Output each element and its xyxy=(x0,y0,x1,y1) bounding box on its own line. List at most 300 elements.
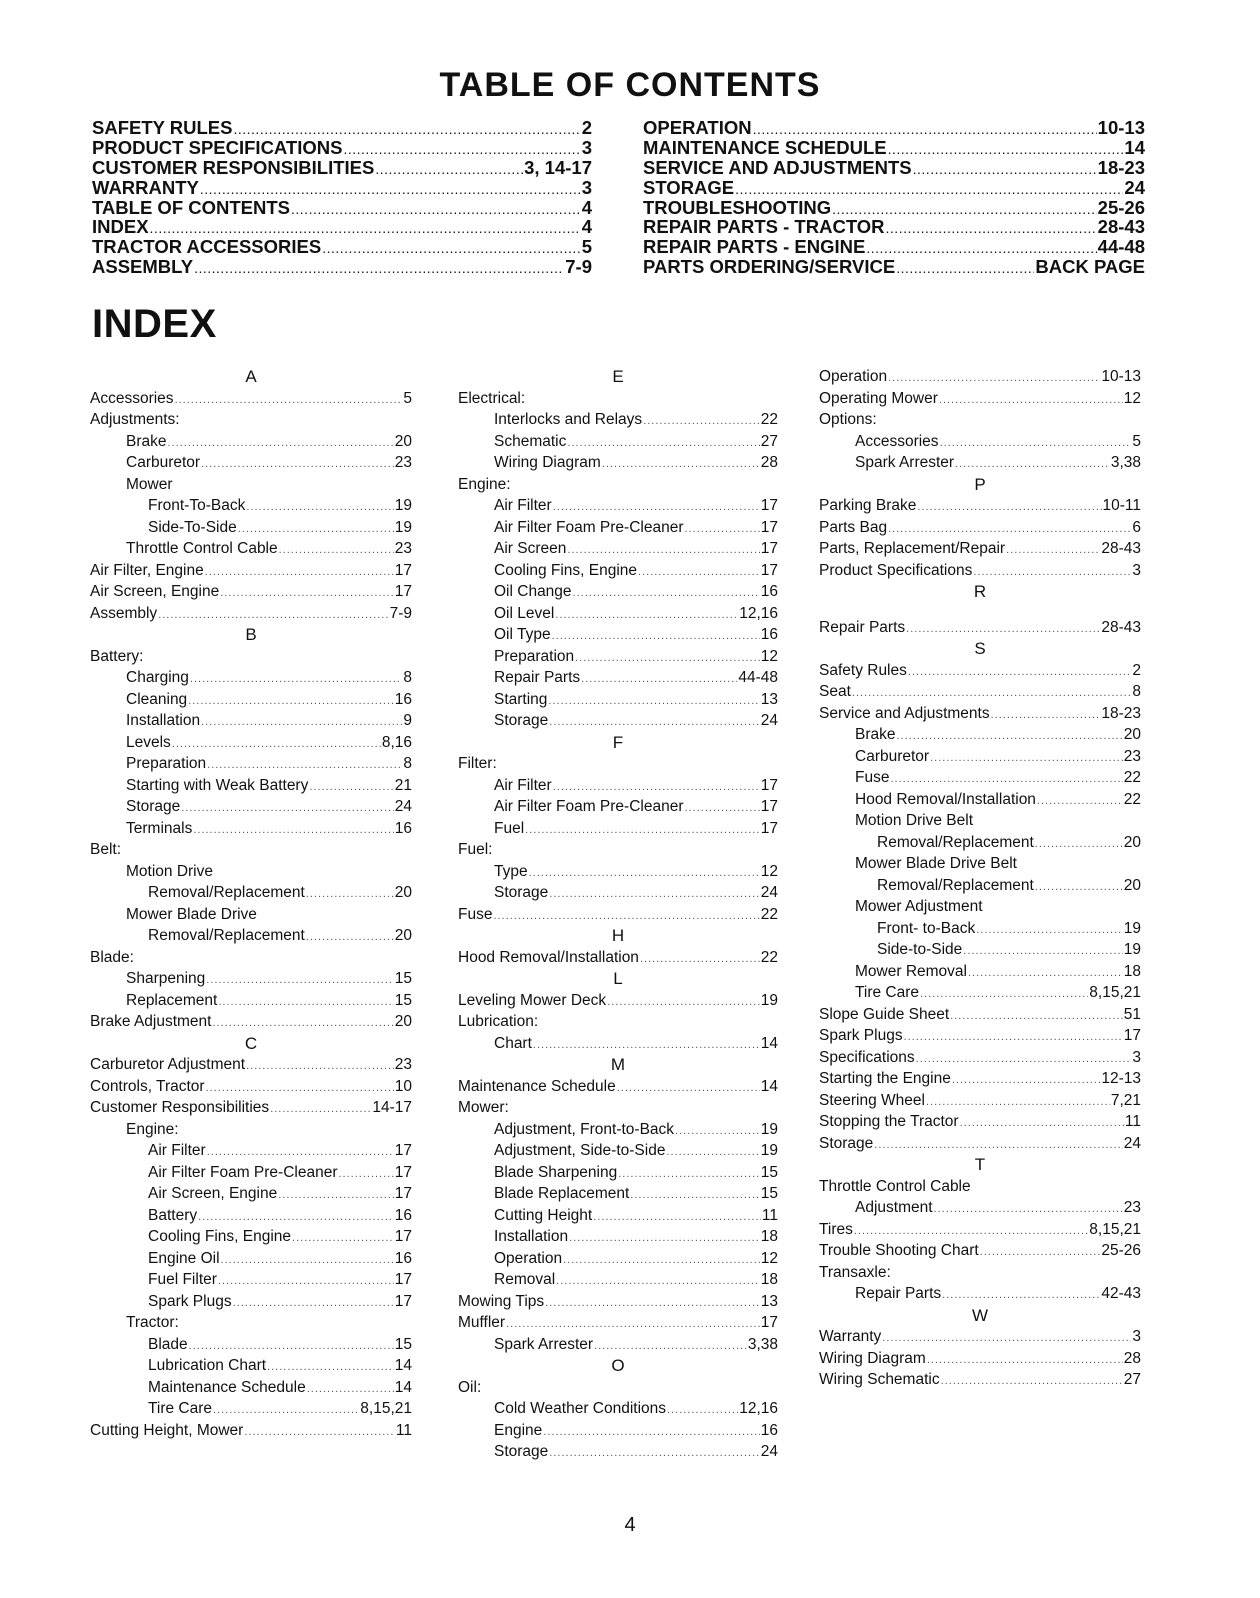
index-entry-page: 9 xyxy=(403,712,412,729)
index-entry-label: Electrical: xyxy=(458,389,526,407)
index-entry-label: Carburetor xyxy=(126,454,201,471)
index-entry-label: Cooling Fins, Engine xyxy=(148,1228,292,1245)
index-entry xyxy=(90,1398,412,1420)
dot-leader xyxy=(563,1250,760,1272)
index-entry-page: 17 xyxy=(394,561,412,579)
dot-leader xyxy=(934,1199,1123,1221)
index-entry xyxy=(819,918,1141,940)
index-entry-label: Battery: xyxy=(90,647,144,665)
index-entry-page: 17 xyxy=(394,1271,412,1288)
toc-entry-page: 4 xyxy=(581,216,592,238)
index-entry xyxy=(90,1377,412,1399)
toc-entry xyxy=(643,217,1145,237)
toc-entry-label: REPAIR PARTS - TRACTOR xyxy=(643,216,885,238)
index-entry-page: 17 xyxy=(394,1185,412,1202)
index-subheading xyxy=(90,839,412,861)
index-section-letter: E xyxy=(612,367,624,386)
index-entry xyxy=(819,1219,1141,1241)
toc-entry-page: 14 xyxy=(1124,136,1145,158)
toc-entry-page: 3, 14-17 xyxy=(524,156,592,178)
index-entry xyxy=(90,1162,412,1184)
index-subheading xyxy=(90,1312,412,1334)
dot-leader xyxy=(279,540,394,562)
index-entry xyxy=(819,452,1141,474)
toc-entry-label: STORAGE xyxy=(643,176,735,198)
index-entry xyxy=(819,746,1141,768)
index-entry xyxy=(819,1348,1141,1370)
dot-leader xyxy=(201,454,394,476)
dot-leader xyxy=(198,1207,394,1229)
dot-leader xyxy=(913,160,1097,180)
index-entry-label: Storage xyxy=(819,1134,874,1152)
index-entry-label: Removal/Replacement xyxy=(148,927,305,944)
index-column-1 xyxy=(90,366,412,1441)
toc-entry xyxy=(643,178,1145,198)
index-entry xyxy=(819,961,1141,983)
index-entry-label: Oil Type xyxy=(494,626,551,643)
index-entry-label: Starting xyxy=(494,690,548,708)
dot-leader xyxy=(685,519,760,541)
index-entry xyxy=(90,560,412,582)
dot-leader xyxy=(1006,540,1100,562)
index-entry-page: 12 xyxy=(760,647,778,665)
index-entry-label: Blade: xyxy=(90,948,134,966)
index-entry xyxy=(819,832,1141,854)
index-subheading xyxy=(458,1011,778,1033)
toc-entry-page: 2 xyxy=(581,117,592,138)
index-entry-label: Storage xyxy=(126,798,181,815)
dot-leader xyxy=(201,712,402,734)
toc-entry-page: 18-23 xyxy=(1097,156,1145,178)
index-entry-label: Air Filter Foam Pre-Cleaner xyxy=(494,518,684,536)
index-entry-page: 3 xyxy=(1132,1328,1141,1345)
dot-leader xyxy=(666,1142,759,1164)
dot-leader xyxy=(207,1142,394,1164)
index-entry-page: 19 xyxy=(1123,919,1141,937)
index-entry xyxy=(819,982,1141,1004)
index-entry-label: Storage xyxy=(494,712,549,729)
index-entry-label: Operation xyxy=(494,1249,563,1267)
index-entry xyxy=(90,1291,412,1313)
toc-entry-page: 10-13 xyxy=(1097,117,1145,138)
toc-entry-label: PARTS ORDERING/SERVICE xyxy=(643,256,896,278)
index-entry-page: 27 xyxy=(760,432,778,450)
index-entry-label: Trouble Shooting Chart xyxy=(819,1242,979,1259)
index-column-2 xyxy=(458,366,778,1463)
index-entry-label: Parts Bag xyxy=(819,518,888,536)
toc-right-column xyxy=(643,118,1145,277)
index-entry xyxy=(90,667,412,689)
index-entry-label: Lubrication Chart xyxy=(148,1357,267,1374)
index-entry-label: Muffler xyxy=(458,1314,506,1331)
dot-leader xyxy=(888,140,1124,160)
index-entry-label: Accessories xyxy=(90,389,174,407)
index-entry-label: Tractor: xyxy=(126,1314,179,1331)
index-entry xyxy=(819,1004,1141,1026)
index-entry-page: 24 xyxy=(394,798,412,815)
toc-entry-label: INDEX xyxy=(92,216,149,238)
index-entry xyxy=(819,560,1141,582)
index-entry-label: Air Filter Foam Pre-Cleaner xyxy=(494,798,684,815)
dot-leader xyxy=(244,1422,395,1444)
index-subheading xyxy=(819,896,1141,918)
index-subheading xyxy=(90,861,412,883)
index-entry xyxy=(90,1054,412,1076)
dot-leader xyxy=(886,219,1097,239)
index-entry-label: Removal/Replacement xyxy=(877,876,1034,894)
index-entry xyxy=(819,1369,1141,1391)
dot-leader xyxy=(555,605,738,627)
index-entry-page: 16 xyxy=(760,583,778,600)
toc-entry-page: 4 xyxy=(581,196,592,218)
toc-entry-page: 3 xyxy=(581,136,592,158)
index-entry xyxy=(458,646,778,668)
dot-leader xyxy=(307,1379,394,1401)
index-entry xyxy=(458,1183,778,1205)
index-entry-label: Blade xyxy=(148,1335,188,1353)
dot-leader xyxy=(233,1293,394,1315)
index-entry-label: Maintenance Schedule xyxy=(458,1077,616,1095)
dot-leader xyxy=(306,884,394,906)
index-entry-label: Throttle Control Cable xyxy=(819,1177,971,1195)
index-entry-label: Starting with Weak Battery xyxy=(126,776,309,794)
index-entry-label: Removal/Replacement xyxy=(148,884,305,901)
index-entry xyxy=(458,560,778,582)
toc-left-column xyxy=(92,118,592,277)
index-section-letter: B xyxy=(245,625,257,644)
index-entry-page: 27 xyxy=(1123,1371,1141,1388)
index-entry xyxy=(819,1068,1141,1090)
index-entry xyxy=(458,1441,778,1463)
index-entry-page: 7,21 xyxy=(1110,1091,1141,1109)
index-entry-page: 14 xyxy=(394,1378,412,1396)
index-entry-page: 25-26 xyxy=(1101,1242,1141,1259)
toc-entry-label: PRODUCT SPECIFICATIONS xyxy=(92,136,343,158)
dot-leader xyxy=(205,562,394,584)
index-entry-label: Storage xyxy=(494,1443,549,1460)
dot-leader xyxy=(897,726,1123,748)
dot-leader xyxy=(942,1285,1100,1307)
index-entry-label: Air Filter xyxy=(148,1142,206,1159)
dot-leader xyxy=(506,1314,760,1336)
index-entry-label: Spark Arrester xyxy=(855,454,955,471)
index-entry-label: Preparation xyxy=(494,647,575,665)
index-subheading xyxy=(90,646,412,668)
toc-entry-label: TROUBLESHOOTING xyxy=(643,196,832,218)
index-entry-label: Parts, Replacement/Repair xyxy=(819,540,1006,557)
dot-leader xyxy=(573,583,760,605)
index-entry xyxy=(458,1312,778,1334)
index-entry-label: Cutting Height, Mower xyxy=(90,1421,244,1439)
toc-entry-label: WARRANTY xyxy=(92,176,199,198)
index-entry xyxy=(90,775,412,797)
index-entry xyxy=(458,581,778,603)
dot-leader xyxy=(852,683,1131,705)
index-entry-page: 19 xyxy=(394,497,412,514)
index-entry-label: Engine Oil xyxy=(148,1249,220,1267)
index-entry-label: Adjustment xyxy=(855,1199,933,1216)
dot-leader xyxy=(188,691,394,713)
index-section-letter: C xyxy=(244,1033,258,1053)
index-entry-page: 20 xyxy=(1123,876,1141,894)
index-entry-label: Controls, Tractor xyxy=(90,1077,205,1095)
index-entry xyxy=(458,1076,778,1098)
index-entry xyxy=(819,724,1141,746)
index-entry-label: Type xyxy=(494,862,528,880)
index-entry-page: 17 xyxy=(394,1163,412,1181)
toc-entry xyxy=(643,118,1145,138)
index-entry-label: Removal/Replacement xyxy=(877,833,1034,851)
dot-leader xyxy=(581,669,737,691)
index-entry-page: 18 xyxy=(760,1271,778,1288)
index-entry-page: 28 xyxy=(760,454,778,471)
dot-leader xyxy=(212,1013,393,1035)
index-entry xyxy=(90,517,412,539)
index-entry-label: Product Specifications xyxy=(819,561,973,579)
index-subheading xyxy=(819,853,1141,875)
page-number: 4 xyxy=(624,1514,636,1536)
toc-entry-label: ASSEMBLY xyxy=(92,256,194,278)
index-entry-page: 15 xyxy=(394,1335,412,1353)
dot-leader xyxy=(270,1099,371,1121)
dot-leader xyxy=(206,970,393,992)
index-entry-page: 24 xyxy=(760,884,778,901)
index-entry-page: 17 xyxy=(394,1228,412,1245)
toc-entry xyxy=(92,138,592,158)
index-entry-label: Cold Weather Conditions xyxy=(494,1400,667,1417)
index-entry xyxy=(90,1097,412,1119)
index-subheading xyxy=(90,474,412,496)
index-entry-page: 8,15,21 xyxy=(1089,1220,1141,1238)
index-entry-page: 13 xyxy=(760,690,778,708)
index-entry-page: 28 xyxy=(1123,1349,1141,1367)
index-entry-label: Engine: xyxy=(458,475,511,493)
index-entry xyxy=(458,904,778,926)
dot-leader xyxy=(667,1400,738,1422)
dot-leader xyxy=(549,1443,759,1465)
index-entry-page: 14 xyxy=(760,1034,778,1052)
index-entry-label: Cooling Fins, Engine xyxy=(494,561,638,579)
index-entry xyxy=(458,990,778,1012)
index-entry-label: Spark Plugs xyxy=(819,1027,903,1044)
index-entry-page: 8 xyxy=(403,669,412,686)
dot-leader xyxy=(916,1049,1132,1071)
dot-leader xyxy=(930,748,1123,770)
index-entry-page: 22 xyxy=(760,411,778,428)
dot-leader xyxy=(238,519,394,541)
index-subheading xyxy=(458,1377,778,1399)
index-entry-page: 19 xyxy=(760,1142,778,1159)
index-entry-label: Air Screen, Engine xyxy=(90,583,220,600)
index-entry-page: 11 xyxy=(761,1206,778,1224)
index-entry-page: 12-13 xyxy=(1101,1070,1141,1087)
index-entry-label: Mower: xyxy=(458,1099,509,1116)
index-entry xyxy=(90,1248,412,1270)
index-entry xyxy=(458,1269,778,1291)
toc-entry xyxy=(92,158,592,178)
index-entry-page: 22 xyxy=(1123,769,1141,786)
index-entry-page: 17 xyxy=(760,819,778,837)
dot-leader xyxy=(602,454,760,476)
index-entry xyxy=(458,1033,778,1055)
index-entry xyxy=(458,1226,778,1248)
dot-leader xyxy=(874,1135,1122,1157)
index-entry-page: 22 xyxy=(1123,790,1141,808)
index-entry-page: 19 xyxy=(760,991,778,1009)
dot-leader xyxy=(553,497,760,519)
toc-entry-label: TABLE OF CONTENTS xyxy=(92,196,291,218)
index-entry xyxy=(90,753,412,775)
index-entry-page: 14-17 xyxy=(372,1099,412,1116)
dot-leader xyxy=(976,920,1123,942)
index-column-3 xyxy=(819,366,1141,1391)
index-entry xyxy=(90,818,412,840)
index-entry xyxy=(819,1111,1141,1133)
index-entry xyxy=(90,388,412,410)
index-entry xyxy=(90,882,412,904)
index-entry-label: Side-to-Side xyxy=(877,941,963,958)
index-section-letter: O xyxy=(611,1356,625,1375)
index-entry xyxy=(458,1162,778,1184)
toc-entry xyxy=(92,178,592,198)
index-subheading xyxy=(90,947,412,969)
index-entry-label: Fuel: xyxy=(458,841,493,858)
dot-leader xyxy=(213,1400,359,1422)
index-entry-label: Terminals xyxy=(126,819,193,837)
index-entry-page: 16 xyxy=(394,690,412,708)
index-entry-page: 23 xyxy=(394,540,412,557)
dot-leader xyxy=(552,626,760,648)
index-entry xyxy=(458,689,778,711)
toc-entry xyxy=(92,198,592,218)
index-entry xyxy=(819,538,1141,560)
index-entry-page: 12 xyxy=(760,862,778,880)
index-entry-page: 3,38 xyxy=(747,1335,778,1353)
dot-leader xyxy=(246,497,393,519)
index-entry xyxy=(819,495,1141,517)
dot-leader xyxy=(618,1164,760,1186)
index-entry xyxy=(458,947,778,969)
index-entry-page: 17 xyxy=(394,1292,412,1310)
index-entry-page: 22 xyxy=(760,905,778,923)
index-entry-label: Slope Guide Sheet xyxy=(819,1005,950,1023)
index-entry-page: 15 xyxy=(760,1185,778,1202)
dot-leader xyxy=(267,1357,394,1379)
index-entry xyxy=(90,603,412,625)
index-entry-page: 24 xyxy=(760,712,778,729)
toc-entry xyxy=(643,198,1145,218)
index-entry-label: Tire Care xyxy=(855,984,920,1001)
dot-leader xyxy=(940,433,1132,455)
dot-leader xyxy=(638,562,760,584)
index-entry xyxy=(458,1291,778,1313)
index-entry xyxy=(819,1240,1141,1262)
index-entry xyxy=(90,1205,412,1227)
index-entry-page: 24 xyxy=(1123,1134,1141,1152)
index-entry-label: Engine xyxy=(494,1421,543,1439)
dot-leader xyxy=(617,1078,760,1100)
index-entry xyxy=(819,767,1141,789)
index-entry-label: Hood Removal/Installation xyxy=(458,948,639,966)
index-entry-label: Motion Drive xyxy=(126,862,213,880)
index-entry-page: 5 xyxy=(403,389,412,407)
index-entry xyxy=(458,1119,778,1141)
index-entry xyxy=(90,732,412,754)
dot-leader xyxy=(220,583,394,605)
index-entry-page: 44-48 xyxy=(738,669,778,686)
index-entry xyxy=(458,710,778,732)
index-entry xyxy=(458,1140,778,1162)
index-entry-label: Maintenance Schedule xyxy=(148,1378,306,1396)
dot-leader xyxy=(158,605,388,627)
index-entry-page: 8 xyxy=(403,755,412,772)
index-entry-label: Blade Replacement xyxy=(494,1185,630,1202)
index-entry-label: Replacement xyxy=(126,991,218,1009)
index-entry xyxy=(819,703,1141,725)
dot-leader xyxy=(567,433,759,455)
index-entry xyxy=(458,882,778,904)
dot-leader xyxy=(890,769,1122,791)
index-entry xyxy=(458,452,778,474)
dot-leader xyxy=(926,1092,1110,1114)
dot-leader xyxy=(306,927,394,949)
index-entry-label: Engine: xyxy=(126,1120,179,1138)
dot-leader xyxy=(218,1271,394,1293)
dot-leader xyxy=(963,941,1122,963)
index-entry-label: Air Filter, Engine xyxy=(90,561,204,579)
index-entry-label: Fuel xyxy=(494,819,525,837)
dot-leader xyxy=(322,239,580,259)
index-entry-label: Transaxle: xyxy=(819,1263,891,1281)
index-section-letter: R xyxy=(973,582,987,601)
index-entry-label: Safety Rules xyxy=(819,661,907,679)
index-entry xyxy=(819,366,1141,388)
index-entry-page: 18 xyxy=(1123,962,1141,980)
index-title: INDEX xyxy=(92,302,217,346)
index-entry xyxy=(458,1334,778,1356)
toc-title: TABLE OF CONTENTS xyxy=(439,66,821,104)
toc-entry xyxy=(92,217,592,237)
toc-entry xyxy=(92,118,592,138)
index-entry xyxy=(819,1047,1141,1069)
index-entry-page: 12,16 xyxy=(739,604,778,622)
index-entry-label: Steering Wheel xyxy=(819,1091,925,1109)
index-entry xyxy=(819,431,1141,453)
dot-leader xyxy=(968,963,1123,985)
index-entry-label: Mower Blade Drive xyxy=(126,905,257,923)
dot-leader xyxy=(246,1056,394,1078)
dot-leader xyxy=(854,1221,1088,1243)
index-section-letter: M xyxy=(610,1055,626,1074)
dot-leader xyxy=(896,259,1034,279)
index-entry-label: Tire Care xyxy=(148,1400,213,1417)
index-entry-page: 14 xyxy=(394,1357,412,1374)
index-entry-label: Parking Brake xyxy=(819,497,917,514)
index-entry-label: Service and Adjustments xyxy=(819,704,990,722)
index-entry-page: 17 xyxy=(760,561,778,579)
index-entry-page: 15 xyxy=(760,1163,778,1181)
index-entry-page: 20 xyxy=(394,1013,412,1030)
index-entry-label: Air Filter xyxy=(494,776,552,794)
index-entry-page: 13 xyxy=(760,1292,778,1310)
index-entry-label: Wiring Diagram xyxy=(819,1349,926,1367)
index-entry-label: Front-To-Back xyxy=(148,497,246,514)
index-entry xyxy=(90,581,412,603)
index-section-letter: S xyxy=(974,639,986,658)
dot-leader xyxy=(640,949,760,971)
index-section-letter: H xyxy=(611,926,625,945)
dot-leader xyxy=(955,454,1110,476)
